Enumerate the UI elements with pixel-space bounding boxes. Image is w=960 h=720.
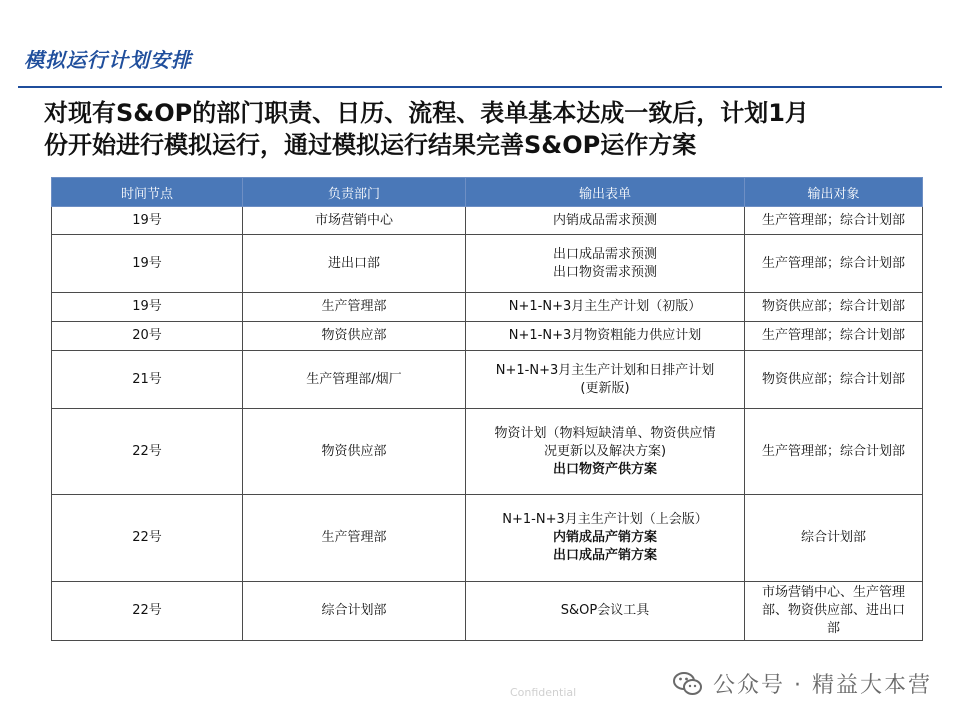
target-line: 物资供应部；综合计划部: [761, 371, 905, 387]
schedule-table: [51, 177, 923, 641]
header-time: 时间节点: [52, 178, 243, 207]
output-line-bold: 内销成品产销方案: [552, 530, 657, 545]
cell-output: [466, 409, 745, 495]
output-line: 物资计划（物料短缺清单、物资供应情: [494, 425, 716, 441]
cell-time: 22号: [52, 582, 243, 641]
output-line: N+1-N+3月主生产计划（初版）: [508, 299, 702, 314]
cell-output: [466, 351, 745, 409]
output-line-bold: 出口成品产销方案: [552, 548, 657, 563]
target-line: 生产管理部；综合计划部: [761, 212, 905, 228]
header-dept: 负责部门: [243, 178, 466, 207]
cell-output: [466, 207, 745, 235]
target-line: 生产管理部；综合计划部: [761, 255, 905, 271]
cell-dept: 进出口部: [243, 235, 466, 293]
cell-dept: 物资供应部: [243, 409, 466, 495]
table-row: [52, 235, 923, 293]
confidential-watermark: Confidential: [510, 686, 577, 699]
table-row: [52, 322, 923, 351]
output-line: N+1-N+3月主生产计划和日排产计划: [495, 362, 715, 378]
cell-output: [466, 293, 745, 322]
cell-target: [745, 322, 923, 351]
table-header-row: [52, 178, 923, 207]
header-output-target: 输出对象: [745, 178, 923, 207]
output-line: 内销成品需求预测: [552, 212, 657, 228]
table-row: [52, 293, 923, 322]
table-row: [52, 409, 923, 495]
headline: [44, 97, 924, 161]
table-row: [52, 582, 923, 641]
cell-target: [745, 207, 923, 235]
cell-target: [745, 351, 923, 409]
cell-time: 19号: [52, 235, 243, 293]
cell-dept: 生产管理部: [243, 293, 466, 322]
table-row: [52, 495, 923, 582]
target-line: 物资供应部；综合计划部: [761, 299, 905, 314]
cell-dept: 生产管理部/烟厂: [243, 351, 466, 409]
output-line: (更新版): [580, 380, 630, 396]
wechat-icon: [673, 671, 703, 697]
target-line: 生产管理部；综合计划部: [761, 443, 905, 459]
output-line-bold: 出口物资产供方案: [552, 461, 657, 477]
cell-target: [745, 235, 923, 293]
output-line: S&OP会议工具: [560, 603, 650, 618]
cell-dept: 综合计划部: [243, 582, 466, 641]
output-line: N+1-N+3月主生产计划（上会版）: [502, 512, 708, 527]
target-line: 部: [826, 621, 840, 636]
target-line: 生产管理部；综合计划部: [761, 328, 905, 343]
cell-output: [466, 495, 745, 582]
cell-output: [466, 235, 745, 293]
table-row: [52, 207, 923, 235]
cell-time: 22号: [52, 409, 243, 495]
target-line: 综合计划部: [800, 530, 866, 545]
cell-time: 19号: [52, 207, 243, 235]
cell-dept: 生产管理部: [243, 495, 466, 582]
brand-text: 公众号 · 精益大本营: [713, 673, 932, 698]
slide-title: 模拟运行计划安排: [24, 48, 192, 72]
brand-watermark: [673, 668, 932, 699]
cell-target: [745, 582, 923, 641]
cell-time: 21号: [52, 351, 243, 409]
target-line: 市场营销中心、生产管理: [761, 585, 905, 600]
table-row: [52, 351, 923, 409]
cell-time: 20号: [52, 322, 243, 351]
cell-dept: 市场营销中心: [243, 207, 466, 235]
output-line: 出口物资需求预测: [552, 264, 657, 280]
header-output-form: 输出表单: [466, 178, 745, 207]
cell-target: [745, 293, 923, 322]
output-line: 况更新以及解决方案): [543, 443, 667, 459]
cell-output: [466, 322, 745, 351]
cell-dept: 物资供应部: [243, 322, 466, 351]
headline-line-2: 份开始进行模拟运行，通过模拟运行结果完善S&OP运作方案: [44, 131, 697, 159]
cell-time: 19号: [52, 293, 243, 322]
headline-line-1: 对现有S&OP的部门职责、日历、流程、表单基本达成一致后，计划1月: [44, 99, 809, 127]
cell-target: [745, 409, 923, 495]
target-line: 部、物资供应部、进出口: [761, 603, 905, 618]
output-line: N+1-N+3月物资粗能力供应计划: [508, 328, 702, 343]
cell-time: 22号: [52, 495, 243, 582]
title-divider: [18, 86, 942, 88]
cell-output: [466, 582, 745, 641]
output-line: 出口成品需求预测: [552, 246, 657, 262]
cell-target: [745, 495, 923, 582]
